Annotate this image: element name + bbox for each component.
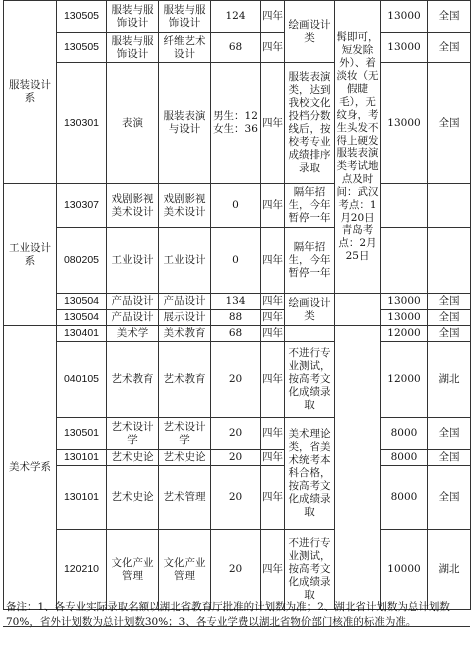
major-code: 130501 <box>57 418 107 450</box>
plan-count: 124 <box>211 1 261 33</box>
major-name: 美术学 <box>107 326 159 342</box>
table-row <box>4 228 471 294</box>
table-row <box>4 63 471 184</box>
duration: 四年 <box>261 466 285 530</box>
major-direction: 纤维艺术设计 <box>159 33 211 63</box>
tuition <box>381 184 428 228</box>
department-cell: 服装设计系 <box>4 1 57 184</box>
duration: 四年 <box>261 450 285 466</box>
category-note: 隔年招生，今年暂停一年 <box>285 228 335 294</box>
table-row <box>4 33 471 63</box>
major-name: 艺术设计学 <box>107 418 159 450</box>
major-direction: 工业设计 <box>159 228 211 294</box>
table-row <box>4 184 471 228</box>
divider <box>3 626 470 627</box>
tuition: 13000 <box>381 33 428 63</box>
major-direction: 艺术管理 <box>159 466 211 530</box>
major-code: 130101 <box>57 450 107 466</box>
duration: 四年 <box>261 33 285 63</box>
major-code: 130301 <box>57 63 107 184</box>
enrollment-region: 全国 <box>428 294 471 310</box>
major-name: 艺术教育 <box>107 342 159 418</box>
plan-count: 88 <box>211 310 261 326</box>
table-row <box>4 294 471 310</box>
plan-count: 20 <box>211 466 261 530</box>
enrollment-region <box>428 184 471 228</box>
major-direction: 产品设计 <box>159 294 211 310</box>
major-direction: 服装与服饰设计 <box>159 1 211 33</box>
table-row <box>4 418 471 450</box>
duration: 四年 <box>261 184 285 228</box>
plan-count: 0 <box>211 184 261 228</box>
category-note: 不进行专业测试，按高考文化成绩录取 <box>285 530 335 610</box>
table-row <box>4 326 471 342</box>
duration: 四年 <box>261 228 285 294</box>
exam-site-qingdao: 青岛考点：2月25日 <box>338 224 377 262</box>
tuition: 8000 <box>381 466 428 530</box>
duration: 四年 <box>261 326 285 342</box>
enrollment-region <box>428 228 471 294</box>
enrollment-region: 全国 <box>428 418 471 450</box>
table-row <box>4 310 471 326</box>
plan-count: 20 <box>211 530 261 610</box>
category-note <box>285 326 335 342</box>
table-row <box>4 450 471 466</box>
plan-count: 68 <box>211 33 261 63</box>
major-code: 040105 <box>57 342 107 418</box>
major-direction: 美术教育 <box>159 326 211 342</box>
enrollment-region: 全国 <box>428 450 471 466</box>
enrollment-region: 全国 <box>428 63 471 184</box>
category-note: 不进行专业测试，按高考文化成绩录取 <box>285 342 335 418</box>
major-code: 130101 <box>57 466 107 530</box>
duration: 四年 <box>261 294 285 310</box>
major-direction: 戏剧影视美术设计 <box>159 184 211 228</box>
major-direction: 艺术教育 <box>159 342 211 418</box>
tuition: 8000 <box>381 418 428 450</box>
blank-cell <box>335 294 381 326</box>
enrollment-region: 湖北 <box>428 530 471 610</box>
plan-count: 20 <box>211 450 261 466</box>
category-note: 服装表演类，达到我校文化投档分数线后，按校考专业成绩排序录取 <box>285 63 335 184</box>
major-direction: 服装表演与设计 <box>159 63 211 184</box>
tuition: 13000 <box>381 294 428 310</box>
major-name: 产品设计 <box>107 294 159 310</box>
major-direction: 展示设计 <box>159 310 211 326</box>
enrollment-region: 全国 <box>428 1 471 33</box>
duration: 四年 <box>261 530 285 610</box>
major-code: 120210 <box>57 530 107 610</box>
department-cell: 美术学系 <box>4 326 57 610</box>
tuition: 8000 <box>381 450 428 466</box>
category-note: 美术理论类，省美术统考本科合格，按高考文化成绩录取 <box>285 418 335 530</box>
plan-count: 68 <box>211 326 261 342</box>
footnote: 备注：1、各专业实际录取名额以湖北省教育厅批准的计划数为准；2、湖北省计划数为总计划数70%，省外计划数为总计划数30%；3、各专业学费以湖北省物价部门核准的标准为准。 <box>6 601 450 628</box>
major-code: 130504 <box>57 310 107 326</box>
plan-count: 男生：12 女生：36 <box>211 63 261 184</box>
major-name: 服装与服饰设计 <box>107 1 159 33</box>
major-name: 文化产业管理 <box>107 530 159 610</box>
major-code: 130504 <box>57 294 107 310</box>
major-name: 戏剧影视美术设计 <box>107 184 159 228</box>
exam-requirements <box>335 1 381 294</box>
tuition: 10000 <box>381 530 428 610</box>
tuition <box>381 228 428 294</box>
tuition: 12000 <box>381 326 428 342</box>
table-row <box>4 530 471 610</box>
plan-count: 20 <box>211 418 261 450</box>
major-name: 艺术史论 <box>107 450 159 466</box>
category-note: 隔年招生，今年暂停一年 <box>285 184 335 228</box>
enrollment-region: 湖北 <box>428 342 471 418</box>
plan-count: 0 <box>211 228 261 294</box>
enrollment-region: 全国 <box>428 326 471 342</box>
major-name: 艺术史论 <box>107 466 159 530</box>
major-code: 130307 <box>57 184 107 228</box>
table-row <box>4 1 471 33</box>
duration: 四年 <box>261 418 285 450</box>
major-direction: 文化产业管理 <box>159 530 211 610</box>
appearance-requirement: 髯即可，短发除外）、着淡妆（无假睫毛），无纹身，考生头发不得上硬发 <box>336 31 379 147</box>
enrollment-region: 全国 <box>428 33 471 63</box>
duration: 四年 <box>261 63 285 184</box>
major-direction: 艺术史论 <box>159 450 211 466</box>
tuition: 13000 <box>381 1 428 33</box>
tuition: 13000 <box>381 63 428 184</box>
enrollment-region: 全国 <box>428 310 471 326</box>
blank-cell <box>335 326 381 610</box>
major-direction: 艺术设计学 <box>159 418 211 450</box>
tuition: 13000 <box>381 310 428 326</box>
plan-count: 134 <box>211 294 261 310</box>
major-name: 服装与服饰设计 <box>107 33 159 63</box>
category-note: 绘画设计类 <box>285 294 335 326</box>
tuition: 12000 <box>381 342 428 418</box>
enrollment-region: 全国 <box>428 466 471 530</box>
table-row <box>4 342 471 418</box>
exam-site-wuhan: 服装表演类考试地点及时间：武汉考点：1月20日 <box>336 147 379 224</box>
duration: 四年 <box>261 310 285 326</box>
duration: 四年 <box>261 1 285 33</box>
major-name: 产品设计 <box>107 310 159 326</box>
plan-count: 20 <box>211 342 261 418</box>
major-name: 工业设计 <box>107 228 159 294</box>
major-code: 130505 <box>57 33 107 63</box>
table-row <box>4 466 471 530</box>
major-code: 130401 <box>57 326 107 342</box>
major-code: 130505 <box>57 1 107 33</box>
admission-plan-table <box>3 0 471 610</box>
major-code: 080205 <box>57 228 107 294</box>
duration: 四年 <box>261 342 285 418</box>
department-cell: 工业设计系 <box>4 184 57 326</box>
category-note: 绘画设计类 <box>285 1 335 63</box>
major-name: 表演 <box>107 63 159 184</box>
